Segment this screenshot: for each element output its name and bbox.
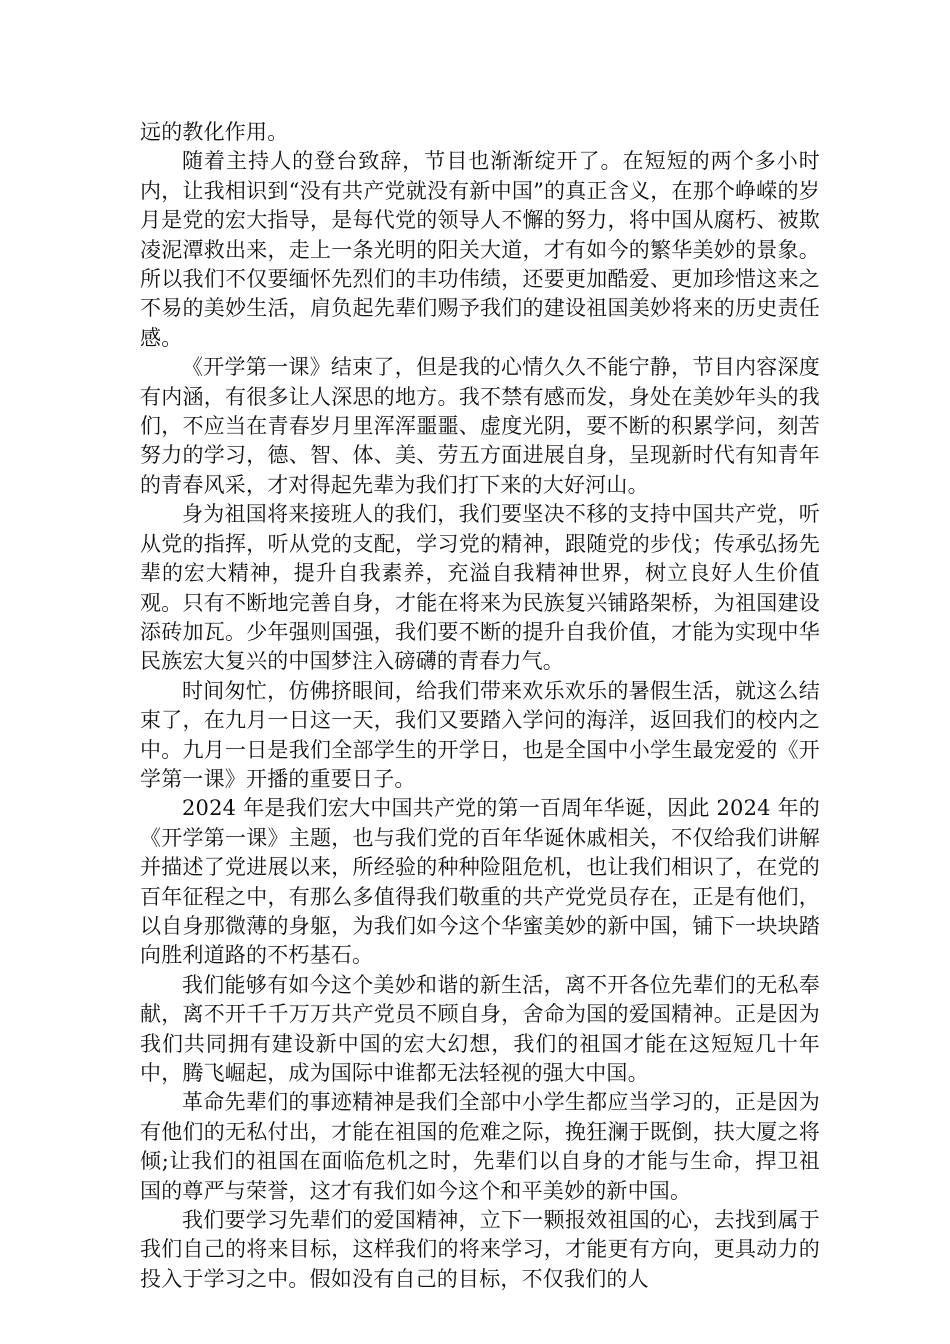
document-body xyxy=(140,118,820,1294)
paragraph-5: 时间匆忙，仿佛挤眼间，给我们带来欢乐欢乐的暑假生活，就这么结束了，在九月一日这一天，我们又要踏入学问的海洋，返回我们的校内之中。九月一日是我们全部学生的开学日，也是全国中小学生最宠爱的《开学第一课》开播的重要日子。 xyxy=(140,678,820,791)
paragraph-2: 随着主持人的登台致辞，节目也渐渐绽开了。在短短的两个多小时内，让我相识到“没有共产党就没有新中国”的真正含义，在那个峥嵘的岁月是党的宏大指导，是每代党的领导人不懈的努力，将中国从腐朽、被欺凌泥潭救出来，走上一条光明的阳关大道，才有如今的繁华美妙的景象。所以我们不仅要缅怀先烈们的丰功伟绩，还要更加酷爱、更加珍惜这来之不易的美妙生活，肩负起先辈们赐予我们的建设祖国美妙将来的历史责任感。 xyxy=(140,149,820,350)
paragraph-1: 远的教化作用。 xyxy=(140,120,289,144)
paragraph-9: 我们要学习先辈们的爱国精神，立下一颗报效祖国的心，去找到属于我们自己的将来目标，这样我们的将来学习，才能更有方向，更具动力的投入于学习之中。假如没有自己的目标，不仅我们的人 xyxy=(140,1208,820,1291)
paragraph-4: 身为祖国将来接班人的我们，我们要坚决不移的支持中国共产党，听从党的指挥，听从党的支配，学习党的精神，跟随党的步伐；传承弘扬先辈的宏大精神，提升自我素养，充溢自我精神世界，树立良好人生价值观。只有不断地完善自身，才能在将来为民族复兴铺路架桥，为祖国建设添砖加瓦。少年强则国强，我们要不断的提升自我价值，才能为实现中华民族宏大复兴的中国梦注入磅礴的青春力气。 xyxy=(140,502,820,674)
paragraph-6: 2024 年是我们宏大中国共产党的第一百周年华诞，因此 2024 年的《开学第一课》主题，也与我们党的百年华诞休戚相关，不仅给我们讲解并描述了党进展以来，所经验的种种险阻危机，也让我们相识了，在党的百年征程之中，有那么多值得我们敬重的共产党党员存在，正是有他们，以自身那微薄的身躯，为我们如今这个华蜜美妙的新中国，铺下一块块踏向胜利道路的不朽基石。 xyxy=(140,796,820,968)
paragraph-8: 革命先辈们的事迹精神是我们全部中小学生都应当学习的，正是因为有他们的无私付出，才能在祖国的危难之际，挽狂澜于既倒，扶大厦之将倾;让我们的祖国在面临危机之时，先辈们以自身的才能与生命，捍卫祖国的尊严与荣誉，这才有我们如今这个和平美妙的新中国。 xyxy=(140,1090,820,1203)
paragraph-7: 我们能够有如今这个美妙和谐的新生活，离不开各位先辈们的无私奉献，离不开千千万万共产党员不顾自身，舍命为国的爱国精神。正是因为我们共同拥有建设新中国的宏大幻想，我们的祖国才能在这短短几十年中，腾飞崛起，成为国际中谁都无法轻视的强大中国。 xyxy=(140,972,820,1085)
paragraph-3: 《开学第一课》结束了，但是我的心情久久不能宁静，节目内容深度有内涵，有很多让人深思的地方。我不禁有感而发，身处在美妙年头的我们，不应当在青春岁月里浑浑噩噩、虚度光阴，要不断的积累学问，刻苦努力的学习，德、智、体、美、劳五方面进展自身，呈现新时代有知青年的青春风采，才对得起先辈为我们打下来的大好河山。 xyxy=(140,355,820,497)
